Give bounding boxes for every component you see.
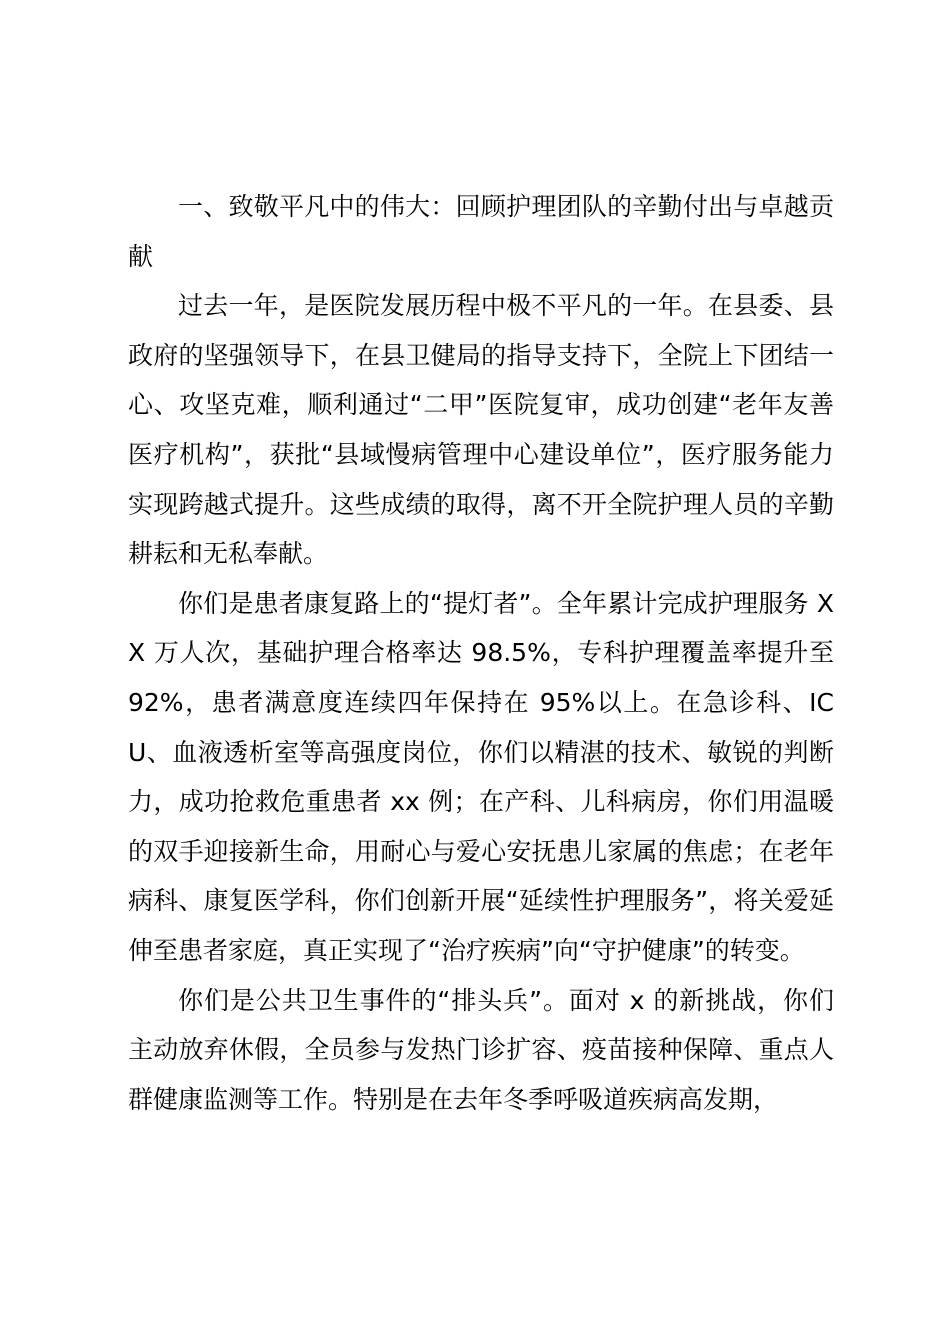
paragraph-overview: 过去一年，是医院发展历程中极不平凡的一年。在县委、县政府的坚强领导下，在县卫健局的指导支持下，全院上下团结一心、攻坚克难，顺利通过“二甲”医院复审，成功创建“老年友善医疗机构”，获批“县域慢病管理中心建设单位”，医疗服务能力实现跨越式提升。这些成绩的取得，离不开全院护理人员的辛勤耕耘和无私奉献。 [128, 291, 834, 569]
paragraph-lamp-bearers: 你们是患者康复路上的“提灯者”。全年累计完成护理服务 XX 万人次，基础护理合格率达 98.5%，专科护理覆盖率提升至 92%，患者满意度连续四年保持在 95%以上。在急诊科、ICU、血液透析室等高强度岗位，你们以精湛的技术、敏锐的判断力，成功抢救危重患者 xx 例；在产科、儿科病房，你们用温暖的双手迎接新生命，用耐心与爱心安抚患儿家属的焦虑；在老年病科、康复医学科，你们创新开展“延续性护理服务”，将关爱延伸至患者家庭，真正实现了“治疗疾病”向“守护健康”的转变。 [128, 588, 834, 965]
section-heading: 一、致敬平凡中的伟大：回顾护理团队的辛勤付出与卓越贡献 [128, 192, 834, 271]
paragraph-public-health: 你们是公共卫生事件的“排头兵”。面对 x 的新挑战，你们主动放弃休假，全员参与发热门诊扩容、疫苗接种保障、重点人群健康监测等工作。特别是在去年冬季呼吸道疾病高发期， [128, 985, 834, 1114]
document-body [128, 182, 834, 1124]
